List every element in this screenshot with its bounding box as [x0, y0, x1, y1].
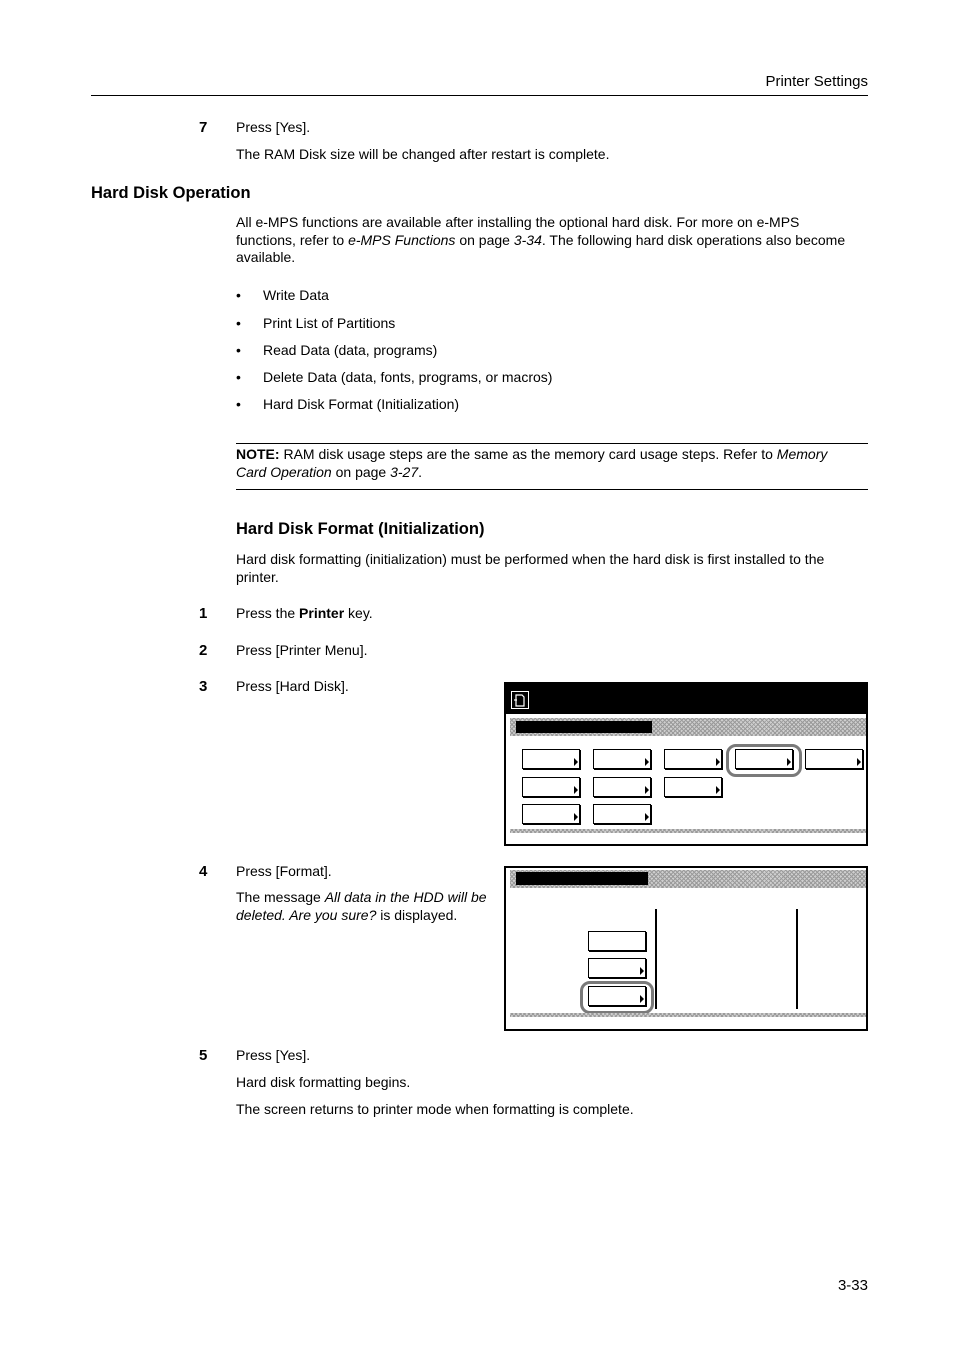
- menu-button[interactable]: [593, 804, 651, 824]
- divider-line: [796, 909, 798, 1009]
- section-heading: Hard Disk Operation: [91, 184, 251, 202]
- step-7-subtext: The RAM Disk size will be changed after restart is complete.: [236, 146, 610, 162]
- step-5-subtext-1: Hard disk formatting begins.: [236, 1074, 411, 1090]
- subsection-heading: Hard Disk Format (Initialization): [236, 520, 485, 538]
- running-header: Printer Settings: [765, 73, 868, 90]
- step-1-text: Press the Printer key.: [236, 605, 373, 621]
- step-5-subtext-2: The screen returns to printer mode when formatting is complete.: [236, 1101, 634, 1117]
- printer-icon: [511, 691, 529, 709]
- screen-tab-label: [516, 872, 648, 885]
- note-top-rule: [236, 443, 868, 444]
- step-2-number: 2: [199, 642, 208, 659]
- subsection-intro: Hard disk formatting (initialization) must be performed when the hard disk is first installed to the printer.: [236, 551, 825, 585]
- bullet-item: • Write Data: [236, 287, 329, 303]
- highlight-ring: [726, 744, 802, 777]
- screen-tab-label: [516, 721, 652, 733]
- screen-tab-bar: [510, 870, 866, 888]
- highlight-ring: [580, 981, 654, 1014]
- menu-button[interactable]: [522, 777, 580, 797]
- step-4-message: The message All data in the HDD will be deleted. Are you sure? is displayed.: [236, 889, 487, 923]
- screen-bottom-bar: [510, 1013, 866, 1017]
- menu-button[interactable]: [664, 777, 722, 797]
- note-box: NOTE: RAM disk usage steps are the same as the memory card usage steps. Refer to Memory Card Operation on page 3-27.: [236, 446, 828, 480]
- menu-button[interactable]: [805, 749, 863, 769]
- screen-tab-bar: [510, 718, 866, 736]
- bullet-item: • Read Data (data, programs): [236, 342, 438, 358]
- step-5-text: Press [Yes].: [236, 1047, 311, 1063]
- menu-button[interactable]: [664, 749, 722, 769]
- header-rule: [91, 95, 868, 96]
- bullet-item: • Hard Disk Format (Initialization): [236, 396, 460, 412]
- step-7-text: Press [Yes].: [236, 119, 311, 135]
- screen-title-bar: [506, 684, 866, 714]
- menu-button[interactable]: [593, 777, 651, 797]
- hard-disk-format-screen: [504, 866, 868, 1031]
- intro-line-1: All e-MPS functions are available after installing the optional hard disk. For more on e-MPS: [236, 214, 800, 230]
- hard-disk-menu-screen: [504, 682, 868, 846]
- intro-paragraph: [236, 214, 868, 267]
- step-3-number: 3: [199, 678, 208, 695]
- intro-line-2: functions, refer to e-MPS Functions on page 3-34. The following hard disk operations also become: [236, 231, 846, 248]
- step-1-number: 1: [199, 605, 208, 622]
- menu-button[interactable]: [588, 958, 646, 978]
- step-4-text: Press [Format].: [236, 863, 332, 879]
- step-2-text: Press [Printer Menu].: [236, 642, 368, 658]
- divider-line: [655, 909, 657, 1009]
- step-5-number: 5: [199, 1047, 208, 1064]
- step-4-number: 4: [199, 863, 208, 880]
- menu-button[interactable]: [588, 931, 646, 951]
- screen-bottom-bar: [510, 829, 866, 833]
- step-3-text: Press [Hard Disk].: [236, 678, 349, 694]
- menu-button[interactable]: [522, 804, 580, 824]
- intro-line-3: available.: [236, 249, 296, 265]
- bullet-item: • Print List of Partitions: [236, 315, 396, 331]
- page-number: 3-33: [837, 1277, 868, 1294]
- note-bottom-rule: [236, 489, 868, 490]
- bullet-item: • Delete Data (data, fonts, programs, or macros): [236, 369, 553, 385]
- step-7-number: 7: [199, 119, 208, 136]
- menu-button[interactable]: [522, 749, 580, 769]
- menu-button[interactable]: [593, 749, 651, 769]
